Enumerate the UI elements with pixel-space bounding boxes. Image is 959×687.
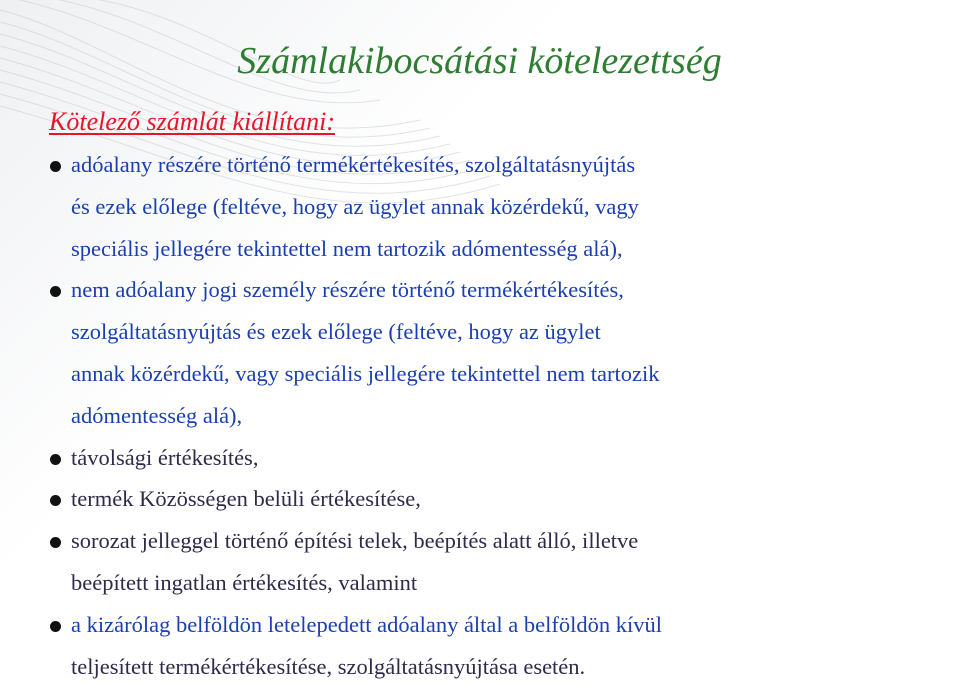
- bullet-list: [0, 144, 959, 687]
- bullet-dot-icon: [50, 537, 61, 548]
- bullet-line: szolgáltatásnyújtás és ezek előlege (feltéve, hogy az ügylet: [71, 319, 601, 345]
- list-item: [0, 144, 959, 269]
- bullet-line: adómentesség alá),: [71, 402, 243, 428]
- section-subtitle: Kötelező számlát kiállítani:: [49, 107, 335, 136]
- bullet-dot-icon: [50, 161, 61, 172]
- list-item: [0, 437, 959, 479]
- bullet-dot-icon: [50, 286, 61, 297]
- bullet-line: termék Közösségen belüli értékesítése,: [71, 486, 421, 512]
- list-item: [0, 520, 959, 604]
- bullet-line: annak közérdekű, vagy speciális jellegére tekintettel nem tartozik: [71, 360, 660, 386]
- page-title: Számlakibocsátási kötelezettség: [237, 40, 722, 82]
- list-item: [0, 478, 959, 520]
- bullet-line: távolsági értékesítés,: [71, 444, 259, 470]
- bullet-dot-icon: [50, 454, 61, 465]
- bullet-line: sorozat jelleggel történő építési telek, beépítés alatt álló, illetve: [71, 528, 639, 554]
- bullet-dot-icon: [50, 621, 61, 632]
- list-item: [0, 604, 959, 687]
- bullet-line: teljesített termékértékesítése, szolgáltatásnyújtása esetén.: [71, 653, 586, 679]
- bullet-line: speciális jellegére tekintettel nem tartozik adómentesség alá),: [71, 235, 623, 261]
- bullet-line: és ezek előlege (feltéve, hogy az ügylet annak közérdekű, vagy: [71, 193, 639, 219]
- bullet-line: nem adóalany jogi személy részére történő termékértékesítés,: [71, 277, 624, 303]
- bullet-line: a kizárólag belföldön letelepedett adóalany által a belföldön kívül: [71, 611, 663, 637]
- list-item: [0, 269, 959, 436]
- bullet-line: beépített ingatlan értékesítés, valamint: [71, 569, 418, 595]
- bullet-dot-icon: [50, 495, 61, 506]
- bullet-line: adóalany részére történő termékértékesítés, szolgáltatásnyújtás: [71, 152, 636, 177]
